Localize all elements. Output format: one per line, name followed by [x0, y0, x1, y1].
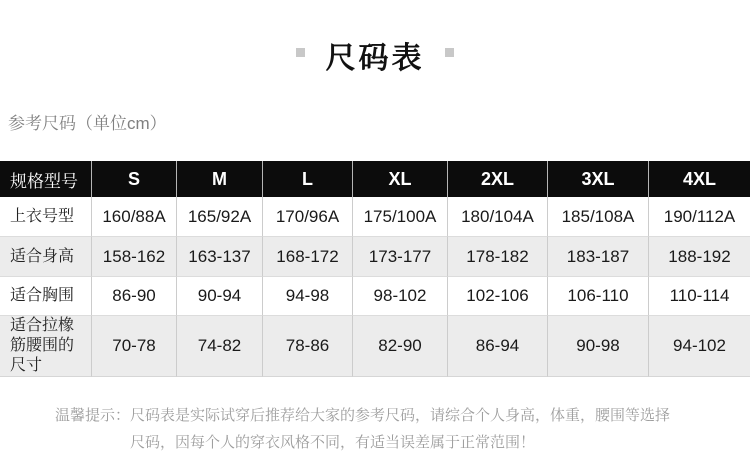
page-title: 尺码表: [325, 42, 425, 75]
table-cell: 170/96A: [263, 197, 353, 237]
table-cell: 90-94: [177, 277, 263, 316]
table-cell: 163-137: [177, 237, 263, 277]
title-block: [0, 0, 750, 77]
table-cell: 165/92A: [177, 197, 263, 237]
table-row-height: [0, 237, 750, 277]
table-cell: 185/108A: [548, 197, 649, 237]
table-row-chest: [0, 277, 750, 316]
table-row-waist: [0, 316, 750, 377]
table-cell: 102-106: [448, 277, 548, 316]
table-cell: 180/104A: [448, 197, 548, 237]
column-header-m: M: [177, 161, 263, 197]
reminder-note-line: 尺码，因每个人的穿衣风格不同，有适当误差属于正常范围！: [130, 434, 536, 451]
column-header-l: L: [263, 161, 353, 197]
reminder-note: [0, 402, 750, 456]
row-label: 适合胸围: [0, 277, 92, 316]
table-cell: 70-78: [92, 316, 177, 377]
column-header-s: S: [92, 161, 177, 197]
table-cell: 94-102: [649, 316, 750, 377]
size-unit-subtitle: 参考尺码（单位cm）: [8, 114, 167, 133]
row-label: 适合拉橡筋腰围的尺寸: [0, 316, 92, 377]
table-cell: 90-98: [548, 316, 649, 377]
size-chart-table: [0, 161, 750, 377]
table-cell: 158-162: [92, 237, 177, 277]
table-cell: 86-90: [92, 277, 177, 316]
table-cell: 188-192: [649, 237, 750, 277]
table-cell: 168-172: [263, 237, 353, 277]
table-cell: 106-110: [548, 277, 649, 316]
table-cell: 160/88A: [92, 197, 177, 237]
table-cell: 178-182: [448, 237, 548, 277]
column-header-2xl: 2XL: [448, 161, 548, 197]
row-label: 上衣号型: [0, 197, 92, 237]
table-cell: 98-102: [353, 277, 448, 316]
table-cell: 94-98: [263, 277, 353, 316]
table-cell: 110-114: [649, 277, 750, 316]
table-row-garment-size: [0, 197, 750, 237]
column-header-3xl: 3XL: [548, 161, 649, 197]
table-header-row: [0, 161, 750, 197]
reminder-note-label: 温馨提示：: [55, 407, 131, 424]
title-square-icon: [296, 48, 305, 57]
table-cell: 82-90: [353, 316, 448, 377]
reminder-note-text: [130, 402, 670, 456]
table-cell: 190/112A: [649, 197, 750, 237]
column-header-4xl: 4XL: [649, 161, 750, 197]
table-cell: 175/100A: [353, 197, 448, 237]
column-header-spec: 规格型号: [0, 161, 92, 197]
table-cell: 74-82: [177, 316, 263, 377]
table-cell: 173-177: [353, 237, 448, 277]
table-cell: 183-187: [548, 237, 649, 277]
column-header-xl: XL: [353, 161, 448, 197]
title-square-icon: [445, 48, 454, 57]
table-cell: 86-94: [448, 316, 548, 377]
reminder-note-line: 尺码表是实际试穿后推荐给大家的参考尺码，请综合个人身高，体重，腰围等选择: [130, 407, 671, 424]
row-label: 适合身高: [0, 237, 92, 277]
table-cell: 78-86: [263, 316, 353, 377]
